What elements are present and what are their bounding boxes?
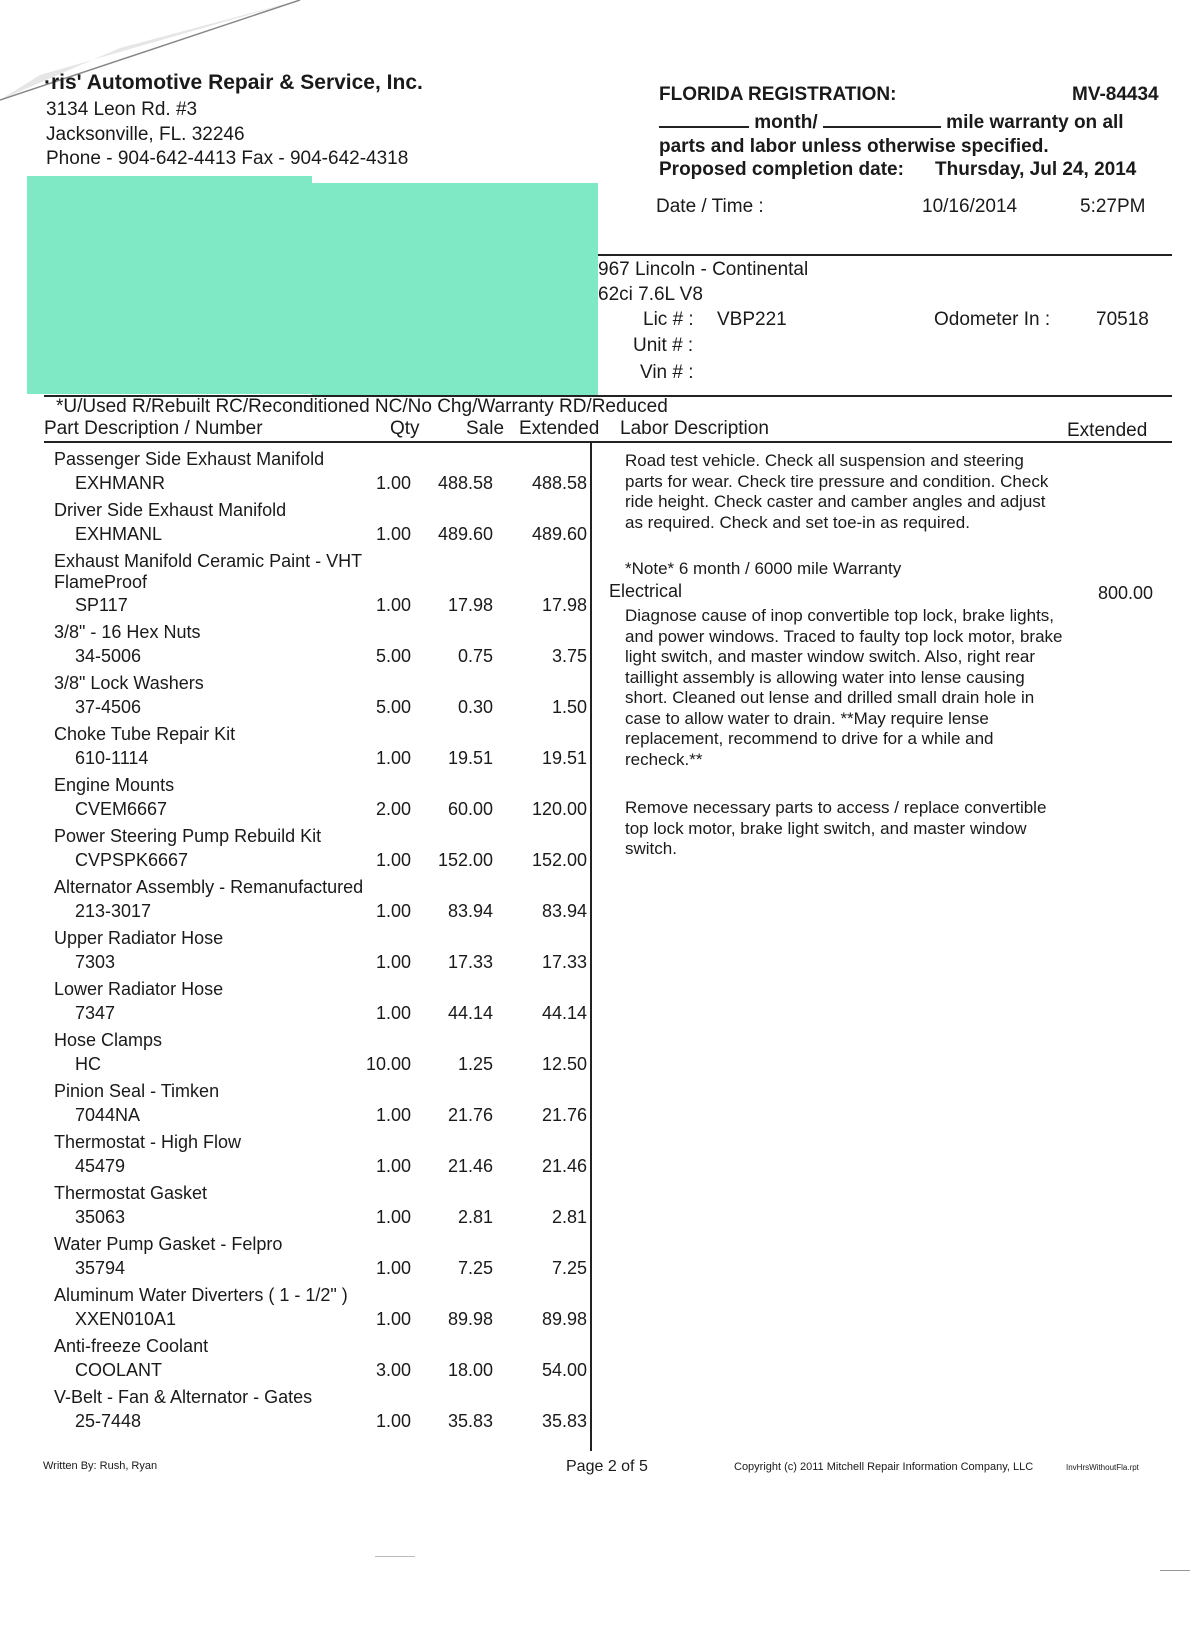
warranty-rest-text: mile warranty on all [946, 112, 1124, 133]
part-extended-price: 488.58 [531, 473, 587, 493]
registration-label: FLORIDA REGISTRATION: [659, 84, 897, 105]
part-extended-price: 2.81 [551, 1207, 587, 1227]
footer-written-by: Written By: Rush, Ryan [43, 1460, 158, 1472]
part-qty: 5.00 [375, 646, 411, 666]
shop-address-line2: Jacksonville, FL. 32246 [46, 124, 245, 145]
part-number: 45479 [75, 1156, 126, 1176]
part-qty: 3.00 [375, 1360, 411, 1380]
part-extended-price: 489.60 [531, 524, 587, 544]
part-extended-price: 17.98 [541, 595, 587, 615]
part-qty: 1.00 [375, 1003, 411, 1023]
odometer-label: Odometer In : [934, 309, 1051, 330]
vin-label: Vin # : [640, 362, 694, 383]
part-name: Anti-freeze Coolant [54, 1336, 209, 1356]
part-qty: 1.00 [375, 595, 411, 615]
part-name: Thermostat - High Flow [54, 1132, 242, 1152]
part-name: V-Belt - Fan & Alternator - Gates [54, 1387, 313, 1407]
part-extended-price: 44.14 [541, 1003, 587, 1023]
part-name: Driver Side Exhaust Manifold [54, 500, 287, 520]
part-extended-price: 21.46 [541, 1156, 587, 1176]
part-extended-price: 12.50 [541, 1054, 587, 1074]
part-number: XXEN010A1 [75, 1309, 177, 1329]
labor-electrical-label: Electrical [609, 581, 683, 601]
part-extended-price: 19.51 [541, 748, 587, 768]
part-number: EXHMANL [75, 524, 163, 544]
part-name: Pinion Seal - Timken [54, 1081, 220, 1101]
part-extended-price: 3.75 [551, 646, 587, 666]
part-sale-price: 18.00 [447, 1360, 493, 1380]
column-part-description: Part Description / Number [44, 418, 263, 439]
part-extended-price: 54.00 [541, 1360, 587, 1380]
part-number: 35794 [75, 1258, 126, 1278]
redaction-block-left [27, 176, 312, 394]
column-sale: Sale [466, 418, 505, 439]
part-sale-price: 2.81 [457, 1207, 493, 1227]
part-qty: 1.00 [375, 1309, 411, 1329]
odometer-value: 70518 [1096, 309, 1149, 330]
warranty-line2: parts and labor unless otherwise specified. [659, 136, 1049, 157]
labor-block-road-test: Road test vehicle. Check all suspension and steering parts for wear. Check tire pressure and condition. Check ride height. Check caster and camber angles and adjust as required. Check and set toe-in as required. [625, 451, 1049, 532]
labor-block-remove: Remove necessary parts to access / replace convertible top lock motor, brake light switch, and master window switch. [625, 798, 1047, 858]
part-number: 37-4506 [75, 697, 142, 717]
scan-mark-bottom-right [1160, 1570, 1190, 1571]
part-number: COOLANT [75, 1360, 163, 1380]
part-number: 7347 [75, 1003, 116, 1023]
vehicle-engine: 62ci 7.6L V8 [598, 284, 703, 305]
part-number: EXHMANR [75, 473, 166, 493]
warranty-month-text: month/ [754, 112, 818, 133]
column-labor-description: Labor Description [620, 418, 769, 439]
column-qty: Qty [390, 418, 420, 439]
part-name: Hose Clamps [54, 1030, 163, 1050]
registration-number: MV-84434 [1072, 84, 1159, 105]
part-number: HC [75, 1054, 101, 1074]
part-qty: 1.00 [375, 1105, 411, 1125]
labor-block-diagnose: Diagnose cause of inop convertible top lock, brake lights, and power windows. Traced to faulty top lock motor, brake light switch, and master window switch. Also, right rear taillight assembly is allowing water into lense causing short. Cleaned out lense and drilled small drain hole in case to allow water to drain. **May require lense replacement, recommend to drive for a while and recheck.** [625, 606, 1063, 769]
part-sale-price: 489.60 [437, 524, 493, 544]
part-sale-price: 17.33 [447, 952, 493, 972]
column-extended: Extended [519, 418, 600, 439]
part-number: CVEM6667 [75, 799, 168, 819]
shop-address-line1: 3134 Leon Rd. #3 [46, 99, 198, 120]
part-name: Choke Tube Repair Kit [54, 724, 236, 744]
part-qty: 1.00 [375, 473, 411, 493]
warranty-month-blank[interactable] [659, 112, 749, 128]
completion-label: Proposed completion date: [659, 159, 904, 180]
part-qty: 1.00 [375, 850, 411, 870]
part-number: 34-5006 [75, 646, 142, 666]
part-sale-price: 21.46 [447, 1156, 493, 1176]
part-sale-price: 488.58 [437, 473, 493, 493]
part-name: Engine Mounts [54, 775, 175, 795]
shop-phone-fax: Phone - 904-642-4413 Fax - 904-642-4318 [46, 148, 409, 169]
datetime-label: Date / Time : [656, 196, 764, 217]
part-qty: 1.00 [375, 524, 411, 544]
part-name: 3/8" - 16 Hex Nuts [54, 622, 201, 642]
warranty-line1 [659, 112, 1124, 134]
part-qty: 1.00 [375, 901, 411, 921]
footer-page-number: Page 2 of 5 [566, 1458, 648, 1475]
part-number: SP117 [75, 595, 128, 615]
part-sale-price: 35.83 [447, 1411, 493, 1431]
part-name: Lower Radiator Hose [54, 979, 224, 999]
part-qty: 5.00 [375, 697, 411, 717]
part-name: Aluminum Water Diverters ( 1 - 1/2" ) [54, 1285, 348, 1305]
datetime-time: 5:27PM [1080, 196, 1146, 217]
part-qty: 2.00 [375, 799, 411, 819]
part-name-continued: FlameProof [54, 572, 148, 592]
completion-date: Thursday, Jul 24, 2014 [935, 159, 1137, 180]
shop-name: ·ris' Automotive Repair & Service, Inc. [44, 71, 423, 94]
part-sale-price: 44.14 [447, 1003, 493, 1023]
part-sale-price: 0.75 [457, 646, 493, 666]
part-extended-price: 7.25 [551, 1258, 587, 1278]
part-name: Upper Radiator Hose [54, 928, 224, 948]
part-sale-price: 0.30 [457, 697, 493, 717]
labor-electrical-amount: 800.00 [1098, 583, 1154, 603]
footer-report-name: InvHrsWithoutFla.rpt [1066, 1463, 1139, 1472]
part-name: Alternator Assembly - Remanufactured [54, 877, 364, 897]
datetime-date: 10/16/2014 [922, 196, 1018, 217]
part-name: Water Pump Gasket - Felpro [54, 1234, 283, 1254]
part-qty: 10.00 [365, 1054, 411, 1074]
part-qty: 1.00 [375, 1258, 411, 1278]
part-qty: 1.00 [375, 1207, 411, 1227]
part-extended-price: 35.83 [541, 1411, 587, 1431]
warranty-mile-blank[interactable] [823, 112, 941, 128]
part-sale-price: 19.51 [447, 748, 493, 768]
part-name: Passenger Side Exhaust Manifold [54, 449, 325, 469]
part-sale-price: 1.25 [457, 1054, 493, 1074]
part-number: 35063 [75, 1207, 126, 1227]
redaction-block-right [312, 183, 598, 396]
part-qty: 1.00 [375, 748, 411, 768]
column-labor-extended: Extended [1067, 420, 1148, 441]
part-sale-price: 7.25 [457, 1258, 493, 1278]
scan-mark-bottom-center [375, 1556, 415, 1557]
part-extended-price: 1.50 [551, 697, 587, 717]
parts-labor-divider [590, 441, 592, 1451]
part-extended-price: 120.00 [531, 799, 587, 819]
part-sale-price: 152.00 [437, 850, 493, 870]
part-number: 7044NA [75, 1105, 141, 1125]
part-extended-price: 83.94 [541, 901, 587, 921]
header-bottom-rule [44, 441, 1172, 443]
part-extended-price: 21.76 [541, 1105, 587, 1125]
part-name: Power Steering Pump Rebuild Kit [54, 826, 322, 846]
part-sale-price: 21.76 [447, 1105, 493, 1125]
part-number: CVPSPK6667 [75, 850, 189, 870]
vehicle-model: 967 Lincoln - Continental [598, 259, 809, 280]
labor-warranty-note: *Note* 6 month / 6000 mile Warranty [625, 559, 902, 578]
footer-copyright: Copyright (c) 2011 Mitchell Repair Information Company, LLC [734, 1461, 1034, 1473]
part-name: 3/8" Lock Washers [54, 673, 204, 693]
part-sale-price: 83.94 [447, 901, 493, 921]
part-extended-price: 152.00 [531, 850, 587, 870]
part-number: 25-7448 [75, 1411, 142, 1431]
license-label: Lic # : [643, 309, 694, 330]
part-sale-price: 60.00 [447, 799, 493, 819]
part-name: Thermostat Gasket [54, 1183, 208, 1203]
part-qty: 1.00 [375, 1411, 411, 1431]
license-value: VBP221 [717, 309, 787, 330]
part-sale-price: 89.98 [447, 1309, 493, 1329]
part-number: 213-3017 [75, 901, 152, 921]
part-number: 610-1114 [75, 748, 149, 768]
part-qty: 1.00 [375, 1156, 411, 1176]
part-extended-price: 17.33 [541, 952, 587, 972]
part-qty: 1.00 [375, 952, 411, 972]
unit-label: Unit # : [633, 335, 694, 356]
vehicle-top-rule [598, 254, 1172, 256]
part-sale-price: 17.98 [447, 595, 493, 615]
part-name: Exhaust Manifold Ceramic Paint - VHT [54, 551, 363, 571]
condition-legend: *U/Used R/Rebuilt RC/Reconditioned NC/No Chg/Warranty RD/Reduced [56, 396, 668, 417]
part-extended-price: 89.98 [541, 1309, 587, 1329]
part-number: 7303 [75, 952, 116, 972]
